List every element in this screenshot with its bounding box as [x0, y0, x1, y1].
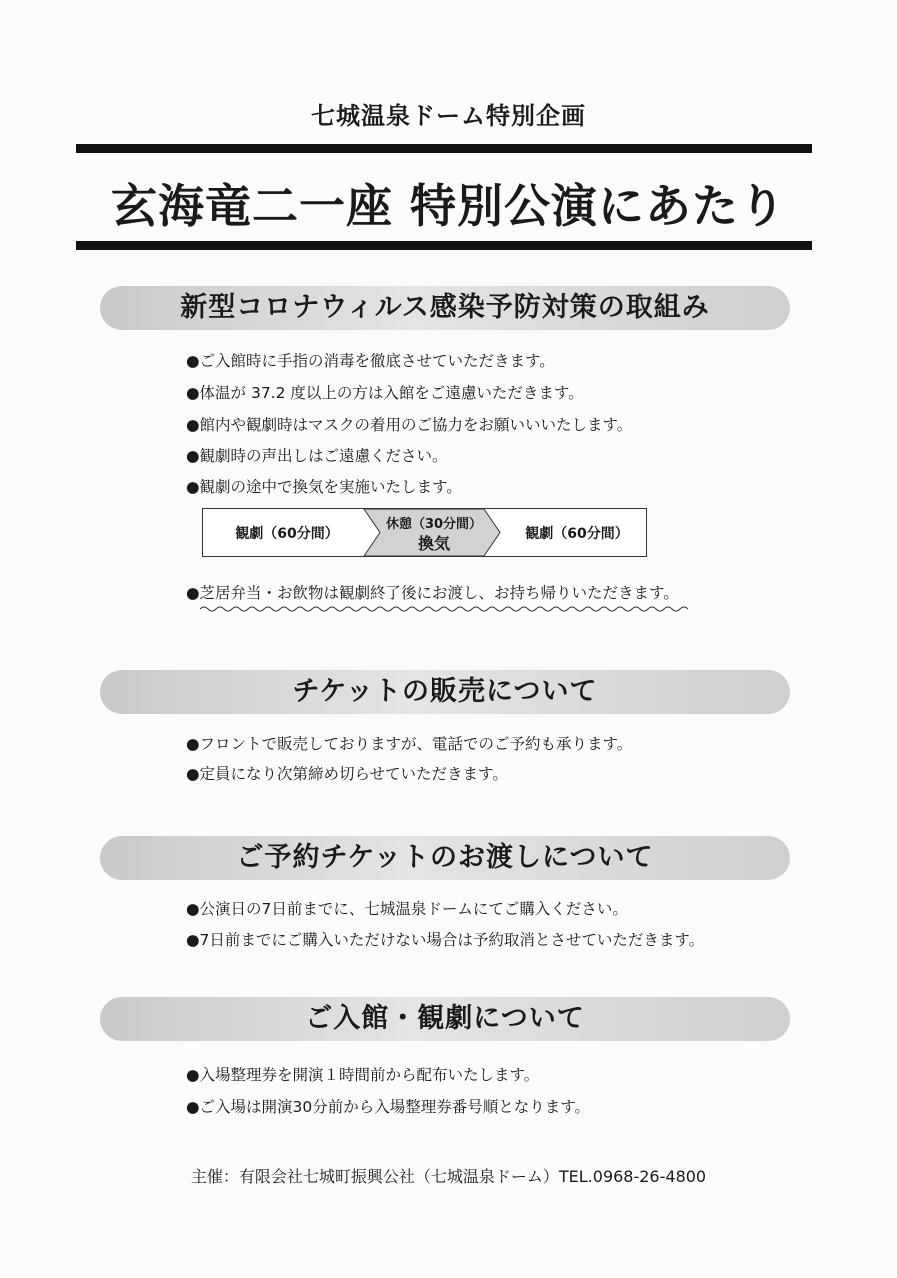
- list-item: ●ご入場は開演30分前から入場整理券番号順となります。: [186, 1098, 591, 1116]
- list-item: ●観劇時の声出しはご遠慮ください。: [186, 447, 448, 465]
- section-heading: ご入館・観劇について: [305, 1003, 585, 1034]
- bottom-rule: [76, 241, 812, 250]
- list-item: ●ご入館時に手指の消毒を徹底させていただきます。: [186, 352, 555, 370]
- wavy-underline: [200, 605, 690, 613]
- top-rule: [76, 144, 812, 153]
- list-item: ●観劇の途中で換気を実施いたします。: [186, 478, 462, 496]
- flow-step-break: 休憩（30分間）: [385, 517, 483, 532]
- section-heading-band: [100, 997, 790, 1041]
- list-item-note: ●芝居弁当・お飲物は観劇終了後にお渡し、お持ち帰りいただきます。: [186, 584, 679, 602]
- list-item: ●7日前までにご購入いただけない場合は予約取消とさせていただきます。: [186, 931, 705, 949]
- page-title: 玄海竜二一座 特別公演にあたり: [110, 179, 786, 233]
- flow-step-viewing-2: 観劇（60分間）: [525, 526, 629, 542]
- list-item: ●体温が 37.2 度以上の方は入館をご遠慮いただきます。: [186, 384, 584, 402]
- section-heading-band: [100, 670, 790, 714]
- list-item: ●公演日の7日前までに、七城温泉ドームにてご購入ください。: [186, 900, 628, 918]
- section-heading-band: [100, 286, 790, 330]
- section-heading: 新型コロナウィルス感染予防対策の取組み: [180, 292, 710, 323]
- event-kicker: 七城温泉ドーム特別企画: [311, 101, 586, 130]
- list-item: ●館内や観劇時はマスクの着用のご協力をお願いいいたします。: [186, 416, 633, 434]
- list-item: ●入場整理券を開演１時間前から配布いたします。: [186, 1066, 540, 1084]
- ventilation-schedule: [202, 508, 647, 557]
- flow-step-viewing-1: 観劇（60分間）: [235, 526, 339, 542]
- flow-step-ventilation: 換気: [417, 534, 450, 553]
- section-heading: チケットの販売について: [292, 676, 598, 707]
- organizer-footer: 主催：有限会社七城町振興公社（七城温泉ドーム）TEL.0968-26-4800: [190, 1167, 707, 1186]
- section-heading-band: [100, 836, 790, 880]
- list-item: ●フロントで販売しておりますが、電話でのご予約も承ります。: [186, 735, 633, 753]
- section-heading: ご予約チケットのお渡しについて: [236, 842, 654, 873]
- list-item: ●定員になり次第締め切らせていただきます。: [186, 765, 508, 783]
